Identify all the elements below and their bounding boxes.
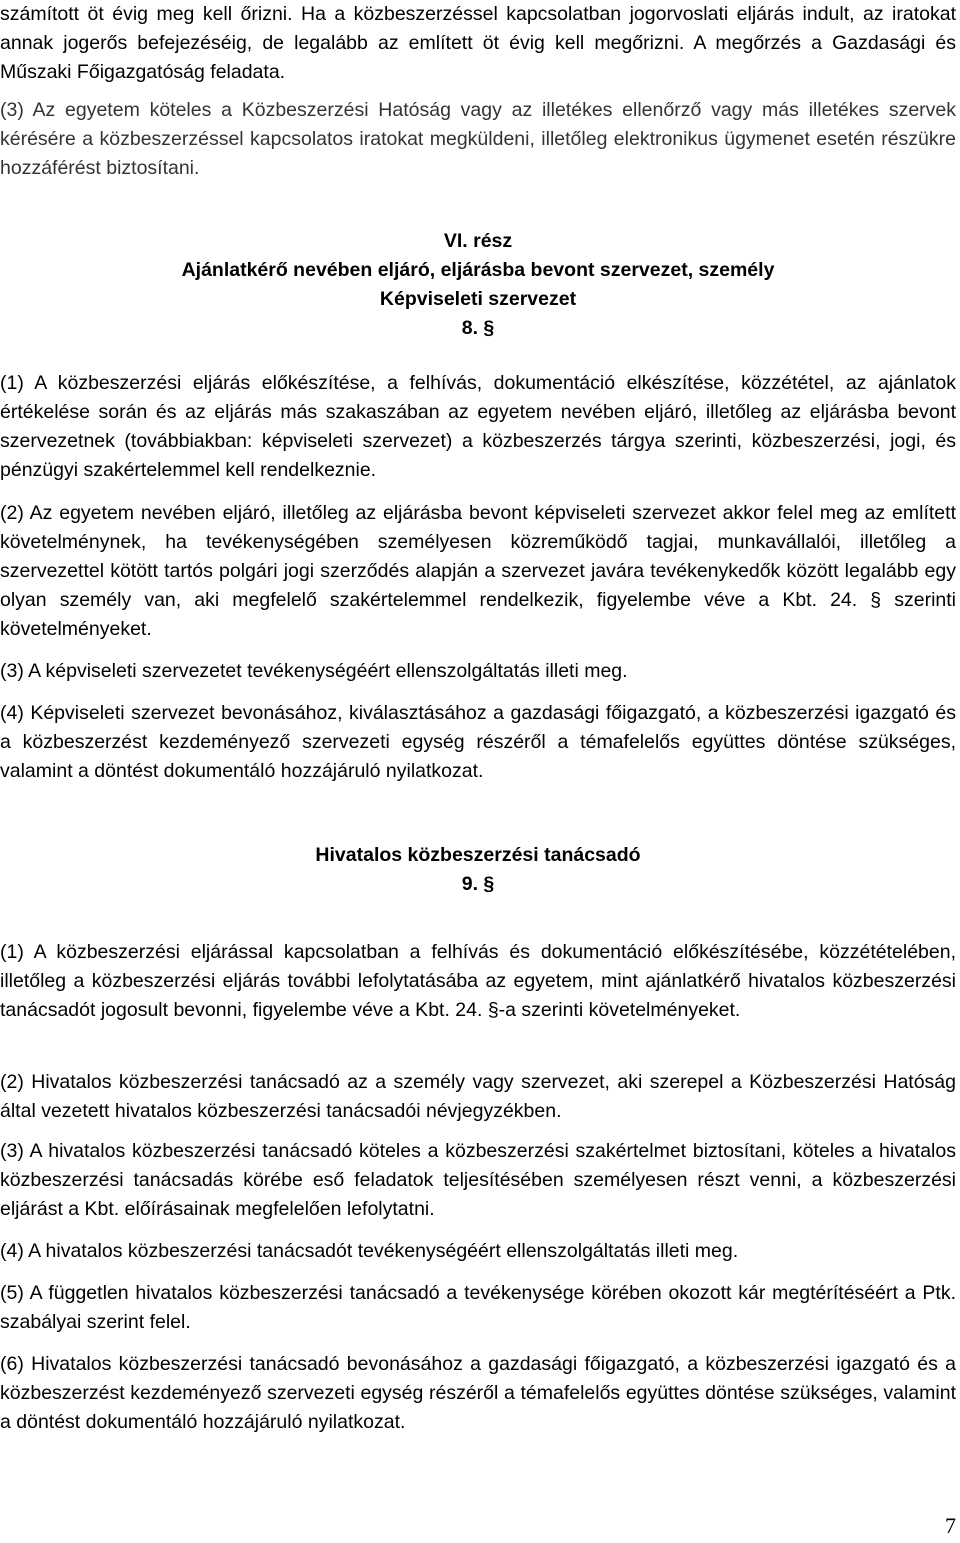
section-9-paragraph-4: (4) A hivatalos közbeszerzési tanácsadót tevékenységéért ellenszolgáltatás illeti meg. xyxy=(0,1240,739,1262)
intro-paragraph: számított öt évig meg kell őrizni. Ha a közbeszerzéssel kapcsolatban jogorvoslati eljárás indult, az iratokat annak jogerős befejezéséig, de legalább az említett öt évig kell megőrizni. A megőrzés a Gazdasági és Műszaki Főigazgatóság feladata. xyxy=(0,3,956,83)
section-9-paragraph-6: (6) Hivatalos közbeszerzési tanácsadó bevonásához a gazdasági főigazgató, a közbeszerzési igazgató és a közbeszerzést kezdeményező szervezeti egység részéről a témafelelős együttes döntése szükséges, valamint a döntést dokumentáló hozzájáruló nyilatkozat. xyxy=(0,1353,956,1433)
section-8-paragraph-4: (4) Képviseleti szervezet bevonásához, kiválasztásához a gazdasági főigazgató, a közbeszerzési igazgató és a közbeszerzést kezdeményező szervezeti egység részéről a témafelelős együttes döntése szükséges, valamint a döntést dokumentáló hozzájáruló nyilatkozat. xyxy=(0,702,956,782)
section-8-title: Képviseleti szervezet xyxy=(379,288,577,310)
section-8-number: 8. § xyxy=(461,317,495,339)
section-8-paragraph-3: (3) A képviseleti szervezetet tevékenységéért ellenszolgáltatás illeti meg. xyxy=(0,660,628,682)
section-9-paragraph-1: (1) A közbeszerzési eljárással kapcsolatban a felhívás és dokumentáció előkészítésébe, közzétételében, illetőleg a közbeszerzési eljárás további lefolytatásába az egyetem, mint ajánlatkérő hivatalos közbeszerzési tanácsadót jogosult bevonni, figyelembe véve a Kbt. 24. §-a szerinti követelményeket. xyxy=(0,941,956,1021)
section-9-paragraph-3: (3) A hivatalos közbeszerzési tanácsadó köteles a közbeszerzési szakértelmet biztosítani, köteles a hivatalos közbeszerzési tanácsadás körébe eső feladatok teljesítésében személyesen részt venni, a közbeszerzési eljárást a Kbt. előírásainak megfelelően lefolytatni. xyxy=(0,1140,956,1220)
section-9-paragraph-5: (5) A független hivatalos közbeszerzési tanácsadó a tevékenysége körében okozott kár megtérítéséért a Ptk. szabályai szerint felel. xyxy=(0,1282,956,1333)
part-title: VI. rész xyxy=(443,230,513,252)
part-subtitle: Ajánlatkérő nevében eljáró, eljárásba bevont szervezet, személy xyxy=(181,259,775,281)
section-9-paragraph-2: (2) Hivatalos közbeszerzési tanácsadó az a személy vagy szervezet, aki szerepel a Közbeszerzési Hatóság által vezetett hivatalos közbeszerzési tanácsadói névjegyzékben. xyxy=(0,1071,956,1122)
section-9-title: Hivatalos közbeszerzési tanácsadó xyxy=(315,844,641,866)
section-8-paragraph-1: (1) A közbeszerzési eljárás előkészítése, a felhívás, dokumentáció elkészítése, közzététel, az ajánlatok értékelése során és az eljárás más szakaszában az egyetem nevében eljáró, illetőleg az eljárásba bevont szervezetnek (továbbiakban: képviseleti szervezet) a közbeszerzés tárgya szerinti, közbeszerzési, jogi, és pénzügyi szakértelemmel kell rendelkeznie. xyxy=(0,372,956,481)
section-8-paragraph-2: (2) Az egyetem nevében eljáró, illetőleg az eljárásba bevont képviseleti szervezet akkor felel meg az említett követelménynek, ha tevékenységében személyesen közreműködő tagjai, munkavállalói, illetőleg a szervezettel kötött tartós polgári jogi szerződés alapján a szervezet javára tevékenykedők között legalább egy olyan személy van, aki megfelelő szakértelemmel rendelkezik, figyelembe véve a Kbt. 24. § szerinti követelményeket. xyxy=(0,502,956,640)
page-number: 7 xyxy=(945,1513,956,1538)
paragraph-3-records: (3) Az egyetem köteles a Közbeszerzési Hatóság vagy az illetékes ellenőrző vagy más illetékes szervek kérésére a közbeszerzéssel kapcsolatos iratokat megküldeni, illetőleg elektronikus ügymenet esetén részükre hozzáférést biztosítani. xyxy=(0,99,956,179)
section-9-number: 9. § xyxy=(461,873,495,895)
